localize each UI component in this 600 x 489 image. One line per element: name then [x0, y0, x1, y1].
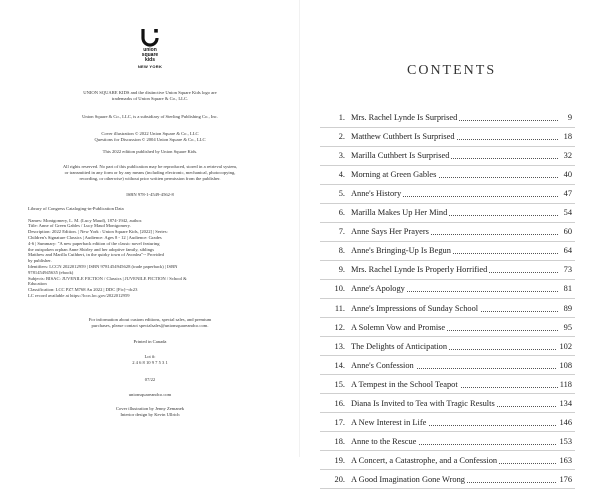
toc-chapter-title: A Tempest in the School Teapot	[351, 378, 460, 392]
toc-divider	[320, 127, 575, 128]
toc-number: 18.	[334, 436, 345, 446]
design-credits	[40, 406, 260, 418]
toc-page-number: 9	[566, 111, 572, 125]
copyright-page	[0, 0, 300, 457]
cip-line: Classification: LCC PZ7.M768 An 2022 | DDC [Fic]--dc23	[28, 287, 138, 293]
toc-divider	[320, 298, 575, 299]
toc-divider	[320, 222, 575, 223]
toc-number: 8.	[338, 246, 345, 256]
toc-entry	[327, 302, 572, 316]
edition-line: This 2022 edition published by Union Square Kids.	[102, 149, 198, 154]
toc-entry	[327, 397, 572, 411]
toc-divider	[320, 279, 575, 280]
toc-chapter-title: Morning at Green Gables	[351, 168, 438, 182]
cip-line: Description: 2022 Edition. | New York : Union Square Kids, [2022] | Series:	[28, 229, 168, 235]
publisher-logo	[128, 26, 172, 69]
toc-number: 15.	[334, 379, 345, 389]
toc-page-number: 32	[562, 149, 572, 163]
toc-chapter-title: Mrs. Rachel Lynde Is Properly Horrified	[351, 263, 489, 277]
toc-divider	[320, 260, 575, 261]
toc-chapter-title: A Solemn Vow and Promise	[351, 321, 447, 335]
toc-number: 10.	[334, 284, 345, 294]
contents-title: CONTENTS	[407, 63, 497, 78]
toc-chapter-title: Anne to the Rescue	[351, 435, 418, 449]
toc-entry	[327, 225, 572, 239]
date-code-line: 07/22	[144, 377, 156, 382]
date-code	[40, 377, 260, 383]
logo-word-kids: kids	[144, 57, 155, 63]
toc-entry	[327, 435, 572, 449]
toc-page-number: 89	[562, 302, 572, 316]
illustration-line: Cover illustration © 2022 Union Square & Co., LLC	[101, 131, 199, 136]
toc-entry	[327, 149, 572, 163]
toc-chapter-title: Anne's History	[351, 187, 403, 201]
toc-page-number: 73	[562, 263, 572, 277]
website-line: unionsquareandco.com	[128, 392, 172, 397]
illustration-copyright	[40, 131, 260, 143]
toc-chapter-title: Anne's Apology	[351, 282, 407, 296]
trademark-notice	[40, 90, 260, 102]
cip-line: Library of Congress Cataloging-in-Publication Data	[28, 206, 124, 211]
cip-data	[28, 206, 276, 299]
toc-number: 6.	[338, 208, 345, 218]
toc-page-number: 40	[562, 168, 572, 182]
printed-line: Printed in Canada	[133, 339, 167, 344]
toc-number: 16.	[334, 398, 345, 408]
logo-word-union: union	[143, 47, 157, 53]
toc-number: 2.	[338, 132, 345, 142]
credit-line: Interior design by Kevin Ullrich	[120, 411, 180, 417]
toc-page-number: 64	[562, 244, 572, 258]
toc-chapter-title: Mrs. Rachel Lynde Is Surprised	[351, 111, 459, 125]
toc-divider	[320, 393, 575, 394]
special-line: purchases, please contact specialsales@unionsquareandco.com.	[91, 322, 209, 328]
subsidiary-notice	[40, 114, 260, 120]
toc-chapter-title: Matthew Cuthbert Is Surprised	[351, 130, 457, 144]
toc-number: 17.	[334, 417, 345, 427]
cip-line: the outspoken orphan Anne Shirley and her adoptive family, siblings	[28, 246, 155, 252]
cip-line: LC record available at https://lccn.loc.gov/2022012959	[28, 292, 130, 298]
toc-divider	[320, 431, 575, 432]
cip-line: by publisher.	[28, 258, 52, 264]
toc-number: 19.	[334, 455, 345, 465]
toc-entry	[327, 263, 572, 277]
toc-divider	[320, 203, 575, 204]
print-line: 2 4 6 8 10 9 7 5 3 1	[132, 359, 168, 365]
toc-number: 14.	[334, 360, 345, 370]
toc-page-number: 81	[562, 282, 572, 296]
toc-chapter-title: The Delights of Anticipation	[351, 340, 449, 354]
toc-divider	[320, 450, 575, 451]
toc-number: 11.	[334, 303, 345, 313]
logo-imprint: NEW YORK	[137, 64, 163, 69]
trademark-line: UNION SQUARE KIDS and the distinctive Union Square Kids logo are	[83, 90, 217, 95]
toc-chapter-title: Marilla Cuthbert Is Surprised	[351, 149, 451, 163]
rights-line: recording, or otherwise) without prior written permission from the publisher.	[79, 175, 221, 181]
printed-in	[40, 339, 260, 345]
rights-line: or transmitted in any form or by any means (including electronic, mechanical, photocopying,	[64, 169, 236, 175]
cip-line: Names: Montgomery, L. M. (Lucy Maud), 1874-1942, author.	[28, 217, 143, 223]
toc-number: 20.	[334, 474, 345, 484]
cip-line: Education	[28, 281, 47, 287]
isbn-line: ISBN 978-1-4549-4562-8	[126, 192, 174, 197]
toc-divider	[320, 374, 575, 375]
toc-number: 9.	[338, 265, 345, 275]
toc-page-number: 118	[558, 378, 572, 392]
cip-line: 4-6 | Summary: "A new paperback edition of the classic novel featuring	[28, 240, 160, 246]
toc-entry	[327, 282, 572, 296]
toc-chapter-title: Anne's Confession	[351, 359, 416, 373]
toc-page-number: 95	[562, 321, 572, 335]
toc-entry	[327, 206, 572, 220]
credit-line: Cover illustration by Jenny Zemanek	[115, 406, 185, 411]
isbn	[40, 192, 260, 198]
lot-number	[40, 354, 260, 366]
toc-chapter-title: A Good Imagination Gone Wrong	[351, 473, 467, 487]
rights-notice	[40, 164, 260, 181]
publisher-website	[40, 392, 260, 398]
toc-page-number: 146	[557, 416, 572, 430]
cip-line: Title: Anne of Green Gables / Lucy Maud Montgomery.	[28, 223, 131, 229]
cip-line: 9781454945635 (ebook)	[28, 269, 74, 275]
toc-number: 1.	[338, 113, 345, 122]
toc-number: 13.	[334, 341, 345, 351]
lot-line: Lot #:	[144, 354, 156, 359]
toc-entry	[327, 111, 572, 125]
toc-divider	[320, 469, 575, 470]
toc-page-number: 134	[557, 397, 572, 411]
toc-entry	[327, 130, 572, 144]
toc-page-number: 176	[557, 473, 572, 487]
toc-entry	[327, 416, 572, 430]
toc-page-number: 102	[557, 340, 572, 354]
toc-number: 4.	[338, 170, 345, 180]
toc-page-number: 60	[562, 225, 572, 239]
cip-line: Identifiers: LCCN 2022012959 | ISBN 9781454945628 (trade paperback) | ISBN	[28, 263, 178, 269]
subsidiary-line: Union Square & Co., LLC, is a subsidiary of Sterling Publishing Co., Inc.	[82, 114, 218, 119]
toc-number: 12.	[334, 322, 345, 332]
toc-entry	[327, 244, 572, 258]
toc-entry	[327, 321, 572, 335]
toc-divider	[320, 317, 575, 318]
toc-divider	[320, 241, 575, 242]
toc-chapter-title: Marilla Makes Up Her Mind	[351, 206, 449, 220]
toc-page-number: 54	[562, 206, 572, 220]
toc-page-number: 47	[562, 187, 572, 201]
toc-page-number: 153	[557, 435, 572, 449]
special-line: For information about custom editions, special sales, and premium	[88, 317, 212, 322]
special-sales	[40, 317, 260, 329]
toc-page-number: 18	[562, 130, 572, 144]
toc-chapter-title: A New Interest in Life	[351, 416, 428, 430]
illustration-line: Questions for Discussion © 2004 Union Square & Co., LLC	[94, 136, 206, 142]
toc-divider	[320, 336, 575, 337]
toc-chapter-title: A Concert, a Catastrophe, and a Confession	[351, 454, 499, 468]
toc-entry	[327, 359, 572, 373]
logo-word-square: square	[141, 52, 159, 58]
toc-divider	[320, 412, 575, 413]
toc-page-number: 163	[557, 454, 572, 468]
toc-entry	[327, 168, 572, 182]
rights-line: All rights reserved. No part of this publication may be reproduced, stored in a retrieval system,	[62, 164, 238, 169]
union-square-kids-logo-icon	[139, 26, 161, 48]
toc-entry	[327, 473, 572, 487]
toc-chapter-title: Anne Says Her Prayers	[351, 225, 431, 239]
toc-chapter-title: Diana Is Invited to Tea with Tragic Results	[351, 397, 497, 411]
toc-chapter-title: Anne's Bringing-Up Is Begun	[351, 244, 453, 258]
toc-number: 3.	[338, 151, 345, 161]
cip-line: Subjects: BISAC: JUVENILE FICTION / Classics | JUVENILE FICTION / School &	[28, 275, 187, 281]
edition-notice	[40, 149, 260, 155]
toc-divider	[320, 184, 575, 185]
cip-line: Children's Signature Classics | Audience: Ages 8 - 12 | Audience: Grades	[28, 234, 162, 240]
trademark-line: trademarks of Union Square & Co., LLC.	[111, 95, 189, 101]
toc-entry	[327, 187, 572, 201]
toc-entry	[327, 340, 572, 354]
toc-divider	[320, 165, 575, 166]
toc-divider	[320, 355, 575, 356]
toc-number: 5.	[338, 189, 345, 199]
cip-line: Matthew and Marilla Cuthbert, in the quirky town of Avonlea"-- Provided	[28, 252, 164, 258]
toc-page-number: 108	[557, 359, 572, 373]
toc-number: 7.	[338, 227, 345, 237]
toc-chapter-title: Anne's Impressions of Sunday School	[351, 302, 480, 316]
toc-divider	[320, 146, 575, 147]
toc-entry	[327, 454, 572, 468]
toc-entry	[327, 378, 572, 392]
